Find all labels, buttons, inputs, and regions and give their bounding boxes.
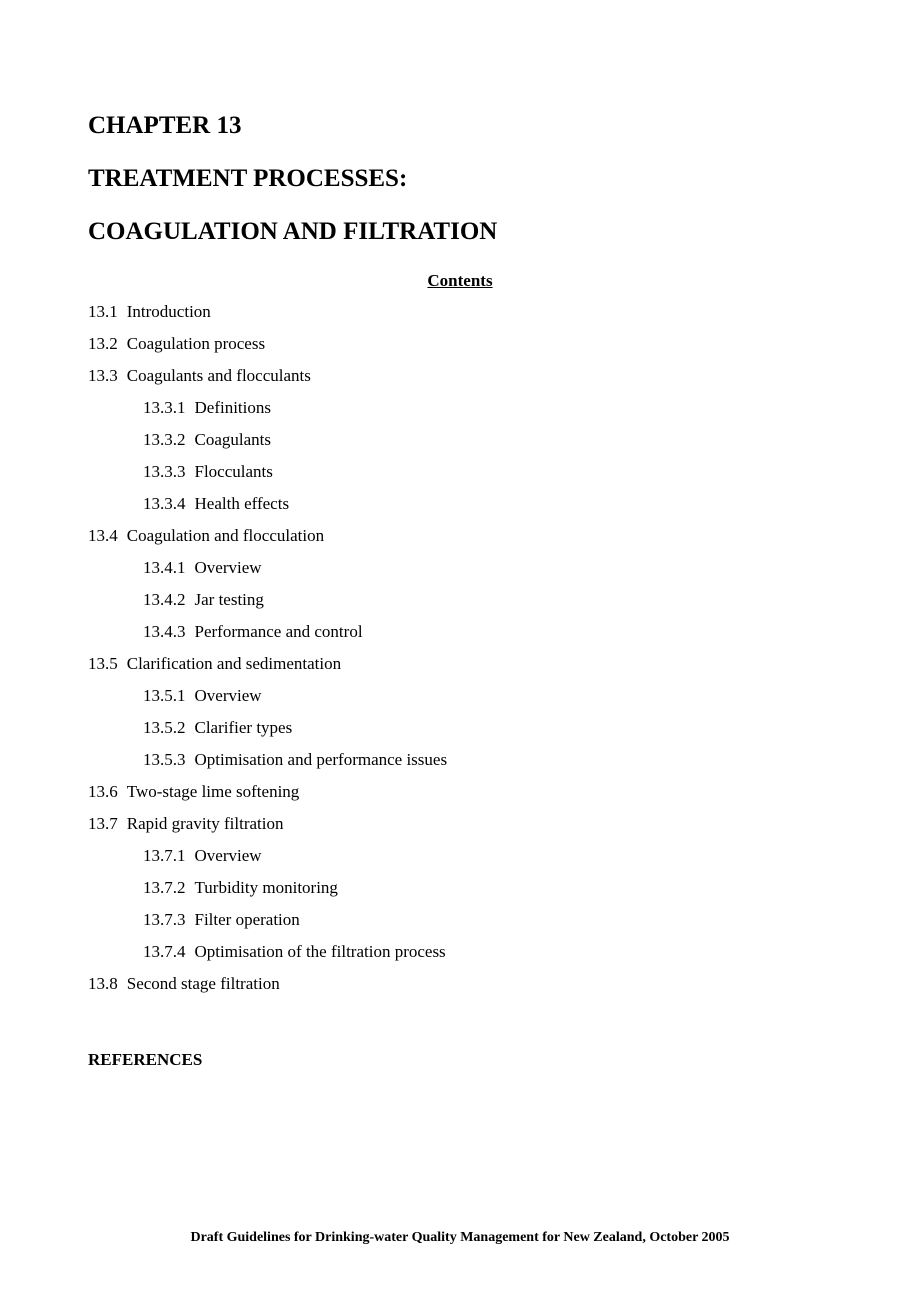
toc-entry-label: Optimisation of the filtration process <box>194 942 446 961</box>
toc-entry <box>88 813 447 845</box>
contents-title: Contents <box>427 271 493 290</box>
toc-entry-number: 13.7.3 <box>143 910 186 929</box>
toc-entry-number: 13.5.1 <box>143 686 186 705</box>
toc-entry-number: 13.7 <box>88 814 118 833</box>
toc-entry-label: Health effects <box>194 494 290 513</box>
toc-entry <box>88 429 447 461</box>
toc-entry-label: Jar testing <box>194 590 264 609</box>
toc-entry-label: Overview <box>194 686 262 705</box>
toc-entry-label: Overview <box>194 846 262 865</box>
toc-entry-label: Clarifier types <box>194 718 293 737</box>
toc-entry-label: Clarification and sedimentation <box>126 654 342 673</box>
toc-entry <box>88 589 447 621</box>
chapter-number: CHAPTER 13 <box>88 112 242 139</box>
toc-entry <box>88 749 447 781</box>
toc-entry-number: 13.6 <box>88 782 118 801</box>
toc-entry <box>88 525 447 557</box>
toc-entry-label: Coagulation process <box>126 334 266 353</box>
toc-entry-number: 13.7.4 <box>143 942 186 961</box>
toc-entry-label: Rapid gravity filtration <box>126 814 284 833</box>
toc-entry-number: 13.5 <box>88 654 118 673</box>
toc-entry-label: Coagulants <box>194 430 271 449</box>
toc-entry <box>88 973 447 1005</box>
table-of-contents <box>88 301 447 1005</box>
toc-entry <box>88 845 447 877</box>
toc-entry-number: 13.4.2 <box>143 590 186 609</box>
toc-entry-label: Performance and control <box>194 622 363 641</box>
toc-entry <box>88 493 447 525</box>
toc-entry-number: 13.2 <box>88 334 118 353</box>
toc-entry <box>88 461 447 493</box>
toc-entry-label: Second stage filtration <box>126 974 280 993</box>
toc-entry <box>88 333 447 365</box>
toc-entry-label: Overview <box>194 558 262 577</box>
toc-entry <box>88 621 447 653</box>
toc-entry-label: Two-stage lime softening <box>126 782 300 801</box>
chapter-title-line-1: TREATMENT PROCESSES: <box>88 165 408 192</box>
toc-entry-label: Filter operation <box>194 910 300 929</box>
toc-entry <box>88 941 447 973</box>
page-footer: Draft Guidelines for Drinking-water Quality Management for New Zealand, October 2005 <box>190 1230 730 1245</box>
toc-entry-label: Flocculants <box>194 462 273 481</box>
toc-entry-number: 13.4 <box>88 526 118 545</box>
references-heading: REFERENCES <box>88 1050 203 1069</box>
toc-entry <box>88 781 447 813</box>
toc-entry-label: Turbidity monitoring <box>194 878 338 897</box>
toc-entry-label: Optimisation and performance issues <box>194 750 448 769</box>
toc-entry-number: 13.4.3 <box>143 622 186 641</box>
toc-entry-number: 13.5.2 <box>143 718 186 737</box>
toc-entry-number: 13.8 <box>88 974 118 993</box>
toc-entry <box>88 877 447 909</box>
toc-entry <box>88 717 447 749</box>
toc-entry-number: 13.3.3 <box>143 462 186 481</box>
toc-entry-number: 13.3.2 <box>143 430 186 449</box>
toc-entry <box>88 653 447 685</box>
toc-entry <box>88 685 447 717</box>
toc-entry <box>88 365 447 397</box>
toc-entry <box>88 909 447 941</box>
toc-entry-number: 13.7.2 <box>143 878 186 897</box>
toc-entry-number: 13.3.1 <box>143 398 186 417</box>
toc-entry <box>88 557 447 589</box>
toc-entry-number: 13.3 <box>88 366 118 385</box>
toc-entry-label: Definitions <box>194 398 271 417</box>
toc-entry-label: Coagulants and flocculants <box>126 366 311 385</box>
toc-entry <box>88 397 447 429</box>
toc-entry <box>88 301 447 333</box>
chapter-title-line-2: COAGULATION AND FILTRATION <box>88 218 498 245</box>
toc-entry-label: Coagulation and flocculation <box>126 526 325 545</box>
toc-entry-number: 13.4.1 <box>143 558 186 577</box>
toc-entry-number: 13.1 <box>88 302 118 321</box>
toc-entry-number: 13.7.1 <box>143 846 186 865</box>
toc-entry-label: Introduction <box>126 302 211 321</box>
toc-entry-number: 13.5.3 <box>143 750 186 769</box>
toc-entry-number: 13.3.4 <box>143 494 186 513</box>
